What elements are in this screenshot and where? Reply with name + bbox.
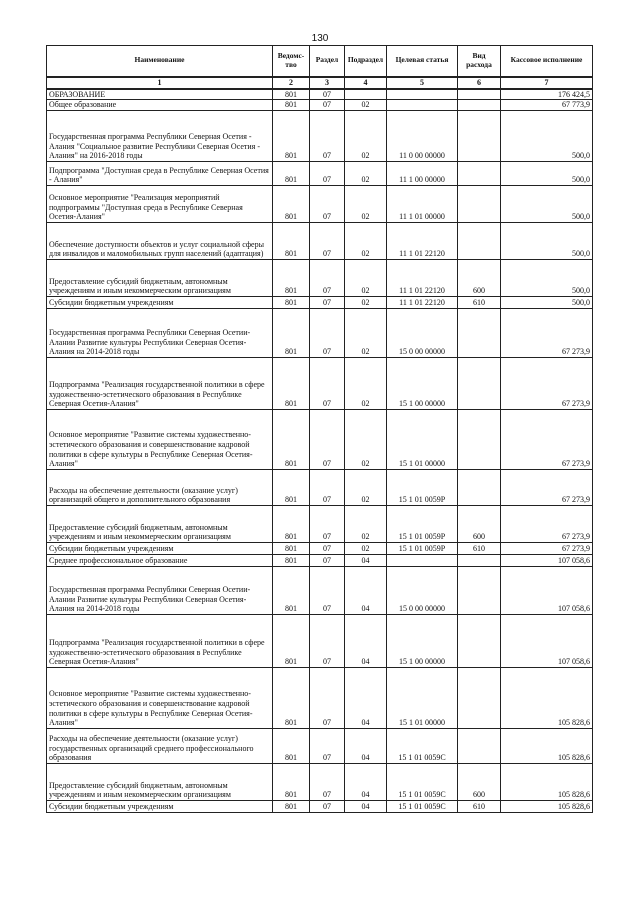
table-row [47, 667, 593, 728]
row-type: 600 [458, 505, 501, 542]
row-section: 07 [310, 667, 345, 728]
row-type [458, 185, 501, 222]
row-name: Субсидии бюджетным учреждениям [47, 800, 273, 812]
row-type [458, 667, 501, 728]
row-dept: 801 [273, 308, 310, 357]
row-section: 07 [310, 469, 345, 505]
row-subsection: 02 [345, 505, 387, 542]
row-section: 07 [310, 763, 345, 800]
row-target: 15 1 01 0059Р [387, 469, 458, 505]
row-subsection: 04 [345, 763, 387, 800]
row-dept: 801 [273, 259, 310, 296]
column-number-row [47, 77, 593, 89]
table-row [47, 763, 593, 800]
row-dept: 801 [273, 222, 310, 259]
row-subsection: 04 [345, 800, 387, 812]
row-dept: 801 [273, 89, 310, 100]
row-target: 15 1 01 0059С [387, 763, 458, 800]
row-subsection: 04 [345, 614, 387, 667]
table-row [47, 800, 593, 812]
row-section: 07 [310, 542, 345, 554]
table-row [47, 161, 593, 185]
row-dept: 801 [273, 161, 310, 185]
row-section: 07 [310, 185, 345, 222]
row-amount: 176 424,5 [501, 89, 593, 100]
row-amount: 105 828,6 [501, 763, 593, 800]
row-type [458, 110, 501, 161]
table-row [47, 185, 593, 222]
row-subsection [345, 89, 387, 100]
row-type [458, 566, 501, 614]
row-name: Предоставление субсидий бюджетным, автономным учреждениям и иным некоммерческим организациям [47, 763, 273, 800]
row-amount: 67 273,9 [501, 542, 593, 554]
row-type [458, 89, 501, 100]
row-amount: 105 828,6 [501, 800, 593, 812]
row-section: 07 [310, 259, 345, 296]
row-name: Государственная программа Республики Северная Осетии-Алании Развитие культуры Республики Северная Осетия-Алания на 2014-2018 годы [47, 308, 273, 357]
row-target [387, 554, 458, 566]
table-row [47, 308, 593, 357]
row-subsection: 04 [345, 728, 387, 763]
row-type [458, 409, 501, 469]
row-amount: 107 058,6 [501, 566, 593, 614]
row-dept: 801 [273, 728, 310, 763]
row-subsection: 02 [345, 185, 387, 222]
row-target: 15 0 00 00000 [387, 308, 458, 357]
row-section: 07 [310, 728, 345, 763]
row-section: 07 [310, 554, 345, 566]
row-subsection: 02 [345, 110, 387, 161]
row-name: Расходы на обеспечение деятельности (оказание услуг) организаций общего и дополнительного образования [47, 469, 273, 505]
row-dept: 801 [273, 357, 310, 409]
row-name: Подпрограмма "Реализация государственной политики в сфере художественно-эстетического образования в Республике Северная Осетия-Алания" [47, 357, 273, 409]
table-row [47, 357, 593, 409]
row-type [458, 728, 501, 763]
table-row [47, 110, 593, 161]
row-subsection: 02 [345, 161, 387, 185]
row-target: 15 1 00 00000 [387, 357, 458, 409]
row-dept: 801 [273, 100, 310, 111]
row-subsection: 02 [345, 259, 387, 296]
row-name: Субсидии бюджетным учреждениям [47, 296, 273, 308]
row-dept: 801 [273, 800, 310, 812]
row-section: 07 [310, 161, 345, 185]
row-dept: 801 [273, 763, 310, 800]
header-subsection: Подраздел [345, 46, 387, 77]
table-row [47, 100, 593, 111]
row-target: 15 0 00 00000 [387, 566, 458, 614]
row-target: 11 1 01 22120 [387, 222, 458, 259]
table-row [47, 614, 593, 667]
row-amount: 67 773,9 [501, 100, 593, 111]
row-type [458, 554, 501, 566]
column-number: 2 [273, 77, 310, 89]
row-name: Предоставление субсидий бюджетным, автономным учреждениям и иным некоммерческим организациям [47, 259, 273, 296]
row-name: Обеспечение доступности объектов и услуг социальной сферы для инвалидов и маломобильных групп населений (адаптация) [47, 222, 273, 259]
table-row [47, 469, 593, 505]
row-subsection: 04 [345, 667, 387, 728]
row-section: 07 [310, 222, 345, 259]
row-amount: 67 273,9 [501, 308, 593, 357]
row-amount: 500,0 [501, 259, 593, 296]
row-type: 600 [458, 763, 501, 800]
row-name: Подпрограмма "Доступная среда в Республике Северная Осетия - Алания" [47, 161, 273, 185]
row-name: Среднее профессиональное образование [47, 554, 273, 566]
column-number: 1 [47, 77, 273, 89]
row-dept: 801 [273, 469, 310, 505]
row-section: 07 [310, 308, 345, 357]
row-section: 07 [310, 357, 345, 409]
row-target [387, 100, 458, 111]
table-row [47, 296, 593, 308]
row-dept: 801 [273, 185, 310, 222]
row-amount: 500,0 [501, 185, 593, 222]
header-amount: Кассовое исполнение [501, 46, 593, 77]
row-section: 07 [310, 100, 345, 111]
row-section: 07 [310, 800, 345, 812]
row-section: 07 [310, 505, 345, 542]
row-name: Субсидии бюджетным учреждениям [47, 542, 273, 554]
row-name: Расходы на обеспечение деятельности (оказание услуг) государственных организаций среднего профессионального образования [47, 728, 273, 763]
row-section: 07 [310, 89, 345, 100]
row-subsection: 04 [345, 554, 387, 566]
row-type: 600 [458, 259, 501, 296]
row-subsection: 02 [345, 469, 387, 505]
row-target: 15 1 01 0059С [387, 800, 458, 812]
row-amount: 107 058,6 [501, 614, 593, 667]
table-row [47, 505, 593, 542]
row-amount: 105 828,6 [501, 728, 593, 763]
row-target: 15 1 01 00000 [387, 667, 458, 728]
row-target: 11 1 01 00000 [387, 185, 458, 222]
row-section: 07 [310, 614, 345, 667]
row-type: 610 [458, 800, 501, 812]
row-target: 11 0 00 00000 [387, 110, 458, 161]
row-type [458, 100, 501, 111]
row-dept: 801 [273, 554, 310, 566]
row-type [458, 161, 501, 185]
table-row [47, 259, 593, 296]
row-amount: 500,0 [501, 222, 593, 259]
row-section: 07 [310, 409, 345, 469]
row-section: 07 [310, 110, 345, 161]
table-row [47, 566, 593, 614]
row-name: Подпрограмма "Реализация государственной политики в сфере художественно-эстетического образования в Республике Северная Осетия-Алания" [47, 614, 273, 667]
row-amount: 107 058,6 [501, 554, 593, 566]
row-type [458, 308, 501, 357]
row-dept: 801 [273, 566, 310, 614]
row-amount: 500,0 [501, 110, 593, 161]
header-dept: Ведомс-тво [273, 46, 310, 77]
row-type [458, 469, 501, 505]
row-name: Государственная программа Республики Северная Осетия - Алания "Социальное развитие Республики Северная Осетия - Алания" на 2016-2018 годы [47, 110, 273, 161]
row-dept: 801 [273, 614, 310, 667]
row-section: 07 [310, 296, 345, 308]
table-row [47, 409, 593, 469]
row-subsection: 02 [345, 100, 387, 111]
table-header-row [47, 46, 593, 77]
row-amount: 105 828,6 [501, 667, 593, 728]
row-type [458, 614, 501, 667]
table-row [47, 554, 593, 566]
row-target: 15 1 01 0059С [387, 728, 458, 763]
row-amount: 67 273,9 [501, 505, 593, 542]
column-number: 5 [387, 77, 458, 89]
row-name: Государственная программа Республики Северная Осетии-Алании Развитие культуры Республики Северная Осетия-Алания на 2014-2018 годы [47, 566, 273, 614]
table-row [47, 222, 593, 259]
row-section: 07 [310, 566, 345, 614]
row-subsection: 02 [345, 409, 387, 469]
header-type: Вид расхода [458, 46, 501, 77]
row-target: 15 1 01 0059Р [387, 505, 458, 542]
row-target: 11 1 01 22120 [387, 259, 458, 296]
row-type [458, 357, 501, 409]
row-type: 610 [458, 542, 501, 554]
row-name: Основное мероприятие "Реализация мероприятий подпрограммы "Доступная среда в Республике Северная Осетия-Алания" [47, 185, 273, 222]
table-row [47, 728, 593, 763]
row-target: 15 1 01 00000 [387, 409, 458, 469]
row-name: Основное мероприятие "Развитие системы художественно-эстетического образования и совершенствование кадровой политики в сфере культуры в Республике Северная Осетия-Алания" [47, 409, 273, 469]
row-amount: 67 273,9 [501, 469, 593, 505]
row-dept: 801 [273, 505, 310, 542]
row-dept: 801 [273, 296, 310, 308]
column-number: 7 [501, 77, 593, 89]
row-amount: 500,0 [501, 296, 593, 308]
table-row [47, 89, 593, 100]
table-row [47, 542, 593, 554]
row-dept: 801 [273, 667, 310, 728]
row-subsection: 02 [345, 357, 387, 409]
row-subsection: 02 [345, 542, 387, 554]
row-target: 11 1 00 00000 [387, 161, 458, 185]
row-subsection: 02 [345, 222, 387, 259]
row-target [387, 89, 458, 100]
row-subsection: 02 [345, 308, 387, 357]
column-number: 3 [310, 77, 345, 89]
header-section: Раздел [310, 46, 345, 77]
row-name: Предоставление субсидий бюджетным, автономным учреждениям и иным некоммерческим организациям [47, 505, 273, 542]
column-number: 6 [458, 77, 501, 89]
row-target: 15 1 01 0059Р [387, 542, 458, 554]
row-dept: 801 [273, 542, 310, 554]
row-type [458, 222, 501, 259]
row-type: 610 [458, 296, 501, 308]
budget-table [46, 45, 593, 813]
header-target: Целевая статья [387, 46, 458, 77]
row-name: ОБРАЗОВАНИЕ [47, 89, 273, 100]
row-subsection: 02 [345, 296, 387, 308]
header-name: Наименование [47, 46, 273, 77]
row-amount: 67 273,9 [501, 409, 593, 469]
row-name: Общее образование [47, 100, 273, 111]
row-name: Основное мероприятие "Развитие системы художественно-эстетического образования и совершенствование кадровой политики в сфере культуры в Республике Северная Осетия-Алания" [47, 667, 273, 728]
row-subsection: 04 [345, 566, 387, 614]
column-number: 4 [345, 77, 387, 89]
row-target: 15 1 00 00000 [387, 614, 458, 667]
row-target: 11 1 01 22120 [387, 296, 458, 308]
row-amount: 500,0 [501, 161, 593, 185]
page-number: 130 [311, 33, 329, 44]
row-dept: 801 [273, 110, 310, 161]
row-dept: 801 [273, 409, 310, 469]
row-amount: 67 273,9 [501, 357, 593, 409]
